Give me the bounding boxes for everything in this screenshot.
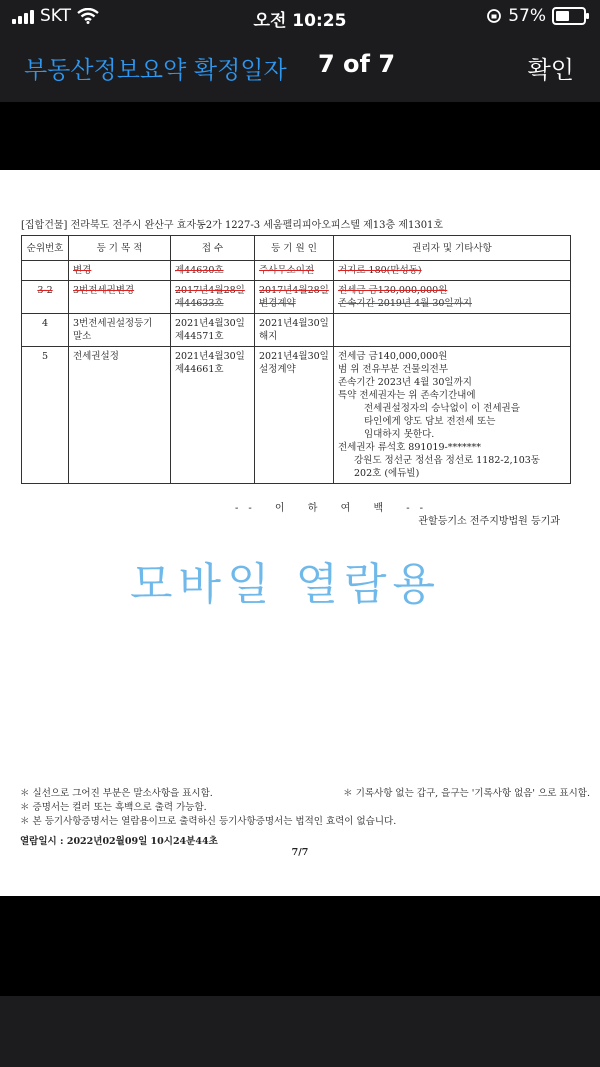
- cell-purpose: [69, 261, 171, 281]
- note-color-print: ＊ 증명서는 컬러 또는 흑백으로 출력 가능함.: [20, 802, 207, 813]
- cell-cause: [255, 347, 334, 484]
- cell-line: 변경계약: [259, 298, 296, 309]
- document-header: [집합건물] 전라북도 전주시 완산구 효자동2가 1227-3 세움펠리피아오피스텔 제13층 제1301호: [21, 220, 444, 231]
- cell-receipt: [171, 261, 255, 281]
- viewer-bottom-margin: [0, 896, 600, 996]
- cell-cause: [255, 314, 334, 347]
- cell-cause: [255, 261, 334, 281]
- battery-icon: [552, 7, 586, 25]
- carrier-label: SKT: [40, 6, 72, 26]
- cell-line: 3번전세권변경: [73, 285, 135, 296]
- registry-table: [21, 235, 571, 484]
- rights-special4: 임대하지 못한다.: [364, 429, 435, 440]
- mobile-view-watermark: 모바일 열람용: [130, 559, 442, 610]
- cell-line: 제44661호: [175, 364, 224, 375]
- view-datetime: 열람일시 : 2022년02월09일 10시24분44초: [20, 836, 218, 847]
- end-of-record-mark: -- 이 하 여 백 --: [235, 503, 434, 514]
- note-strikethrough: ＊ 실선으로 그어진 부분은 말소사항을 표시함.: [20, 788, 213, 799]
- rights-special2: 전세권설정자의 승낙없이 이 전세권을: [364, 403, 520, 414]
- footnotes: [20, 787, 590, 829]
- cell-rank: [22, 314, 69, 347]
- cell-rights: [334, 314, 571, 347]
- col-rights: 권리자 및 기타사항: [334, 236, 571, 261]
- table-row: [22, 314, 571, 347]
- cell-line: 2021년4월30일: [259, 351, 329, 362]
- rights-special3: 타인에게 양도 담보 전전세 또는: [364, 416, 496, 427]
- cell-line: 제44571호: [175, 331, 224, 342]
- rights-holder: 전세권자 류석호 891019-*******: [338, 442, 482, 453]
- note-legal-effect: ＊ 본 등기사항증명서는 열람용이므로 출력하신 등기사항증명서는 법적인 효력이 없습니다.: [20, 816, 397, 827]
- cell-line: 해지: [259, 331, 278, 342]
- registry-document-page[interactable]: [0, 170, 600, 896]
- confirm-button[interactable]: 확인: [527, 56, 574, 84]
- table-row: [22, 281, 571, 314]
- battery-percent: 57%: [508, 6, 546, 26]
- cell-line: 설정계약: [259, 364, 296, 375]
- rights-addr1: 강원도 정선군 정선읍 정선로 1182-2,103동: [354, 455, 540, 466]
- rights-special1: 특약 전세권자는 위 존속기간내에: [338, 390, 476, 401]
- rights-deposit: 전세금 금140,000,000원: [338, 351, 448, 362]
- table-row: [22, 347, 571, 484]
- page-number: 7/7: [291, 847, 309, 858]
- battery-fill: [556, 11, 569, 21]
- status-bar: [0, 0, 600, 36]
- col-purpose: 등 기 목 적: [69, 236, 171, 261]
- registry-office: 관할등기소 전주지방법원 등기과: [418, 516, 560, 527]
- cell-purpose: [69, 347, 171, 484]
- note-no-record: ＊ 기록사항 없는 갑구, 을구는 '기록사항 없음' 으로 표시함.: [343, 788, 590, 799]
- cell-rights: [334, 347, 571, 484]
- rights-scope: 범 위 전유부분 건물의전부: [338, 364, 449, 375]
- cell-line: 전세금 금130,000,000원: [338, 285, 448, 296]
- table-row: [22, 261, 571, 281]
- cell-line: 제44633호: [175, 298, 224, 309]
- cell-rank: [22, 347, 69, 484]
- cell-line: 3-2: [37, 285, 53, 296]
- cell-line: 2021년4월30일: [175, 351, 245, 362]
- cell-rank: [22, 281, 69, 314]
- orientation-lock-icon: [486, 8, 502, 24]
- rights-term: 존속기간 2023년 4월 30일까지: [338, 377, 472, 388]
- cell-rank: [22, 261, 69, 281]
- clock: 오전 10:25: [253, 11, 347, 31]
- viewer-top-margin: [0, 102, 600, 170]
- cell-line: 3번전세권설정등기: [73, 318, 153, 329]
- cell-receipt: [171, 347, 255, 484]
- nav-title[interactable]: 부동산정보요약 확정일자: [24, 56, 287, 84]
- cell-purpose: [69, 314, 171, 347]
- cell-line: 2017년4월28일: [259, 285, 329, 296]
- cell-line: 2021년4월30일: [175, 318, 245, 329]
- table-header-row: [22, 236, 571, 261]
- status-right: [486, 6, 586, 26]
- page-counter: 7 of 7: [318, 50, 396, 78]
- cell-line: 5: [41, 351, 49, 362]
- cell-line: 거지로 180(만성동): [338, 265, 422, 276]
- cell-rights: [334, 261, 571, 281]
- rights-addr2: 202호 (에듀빌): [354, 468, 420, 479]
- cell-purpose: [69, 281, 171, 314]
- cell-cause: [255, 281, 334, 314]
- col-cause: 등 기 원 인: [255, 236, 334, 261]
- col-receipt: 접 수: [171, 236, 255, 261]
- col-rank: 순위번호: [22, 236, 69, 261]
- cell-receipt: [171, 314, 255, 347]
- cell-line: 제44630호: [175, 265, 224, 276]
- cell-rights: [334, 281, 571, 314]
- cell-line: 존속기간 2019년 4월 30일까지: [338, 298, 472, 309]
- cell-line: 주사무소이전: [259, 265, 315, 276]
- cell-line: 변경: [73, 265, 92, 276]
- nav-bar: [0, 36, 600, 102]
- cell-line: 2021년4월30일: [259, 318, 329, 329]
- cell-line: 4: [41, 318, 49, 329]
- cell-receipt: [171, 281, 255, 314]
- cell-line: 2017년4월28일: [175, 285, 245, 296]
- cell-line: 전세권설정: [73, 351, 119, 362]
- cell-line: 말소: [73, 331, 92, 342]
